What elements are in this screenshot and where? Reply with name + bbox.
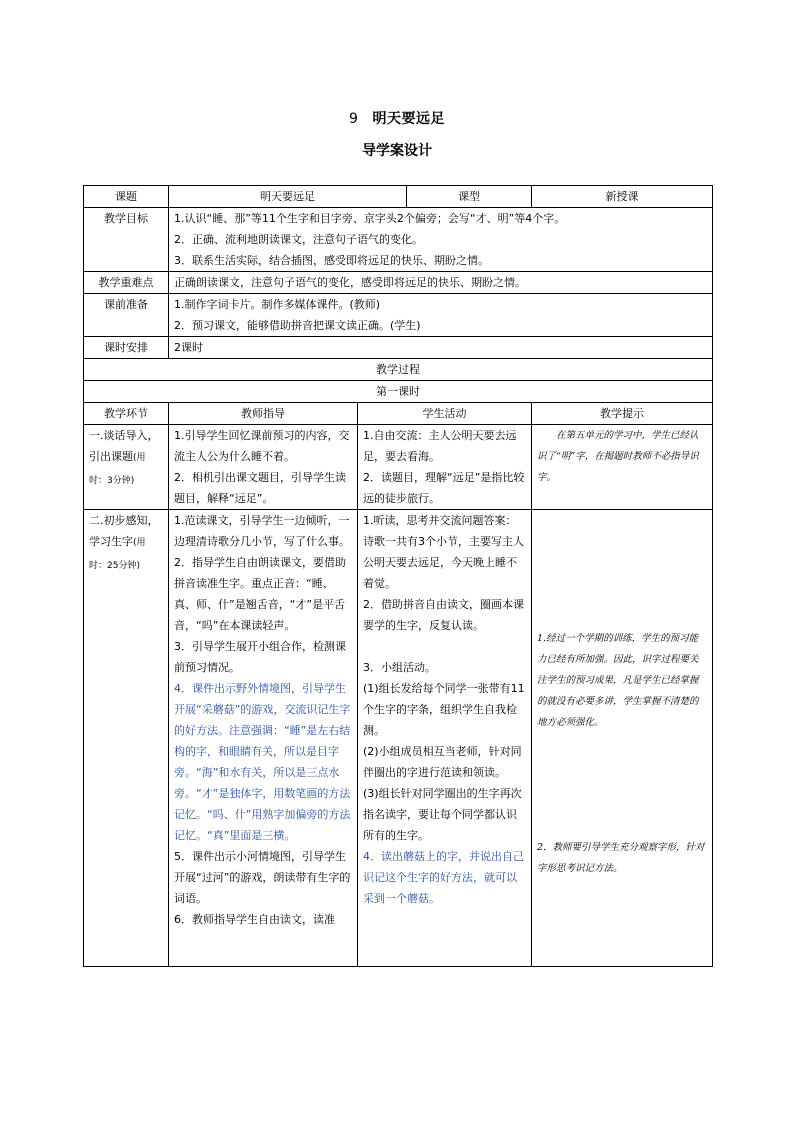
prep-item: 1.制作字词卡片。制作多媒体课件。(教师) <box>174 298 381 311</box>
stage-cell <box>84 510 169 967</box>
goals-label: 教学目标 <box>84 208 169 272</box>
row-time <box>84 337 713 359</box>
tip-item: 2．教师要引导学生充分观察字形，针对字形思考识记方法。 <box>537 842 705 874</box>
row-prep <box>84 294 713 337</box>
tips-cell <box>532 425 713 510</box>
student-step: 2．借助拼音自由读文，圈画本课要学的生字，反复认读。 <box>363 598 524 632</box>
goal-item: 3．联系生活实际，结合插图，感受即将远足的快乐、期盼之情。 <box>174 254 489 267</box>
row-keypoints <box>84 272 713 294</box>
teacher-step: 2．指导学生自由朗读课文，要借助拼音读准生字。重点正音：“睡、真、师、什”是翘舌音，“才”是平舌音，“吗”在本课读轻声。 <box>174 556 346 632</box>
stage-name: 二.初步感知，学习生字 <box>89 514 159 548</box>
teacher-step: 4．课件出示野外情境图，引导学生开展“采蘑菇”的游戏，交流识记生字的好方法。注意强调：“睡”是左右结构的字，和眼睛有关，所以是目字旁。“海”和水有关，所以是三点水旁。“才”是独体字，用数笔画的方法记忆。“吗、什”用熟字加偏旁的方法记忆。“真”里面是三横。 <box>174 682 351 842</box>
column-header: 学生活动 <box>358 403 532 425</box>
stage-duration: (用时：25分钟) <box>89 538 146 571</box>
period-title: 第一课时 <box>84 381 713 403</box>
column-header: 教学提示 <box>532 403 713 425</box>
column-header: 教师指导 <box>169 403 358 425</box>
table-row <box>84 510 713 967</box>
student-step: 1.自由交流：主人公明天要去远足，要去看海。 <box>363 429 517 463</box>
type-value: 新授课 <box>532 186 713 208</box>
student-step: 4．读出蘑菇上的字，并说出自己识记这个生字的好方法，就可以采到一个蘑菇。 <box>363 850 524 905</box>
student-step: 2．读题目，理解“远足”是指比较远的徒步旅行。 <box>363 471 525 505</box>
teacher-step: 3．引导学生展开小组合作，检测课前预习情况。 <box>174 640 346 674</box>
lesson-name: 明天要远足 <box>372 111 445 127</box>
page-subtitle: 导学案设计 <box>362 143 432 159</box>
teacher-cell <box>169 425 358 510</box>
teacher-step: 1.引导学生回忆课前预习的内容，交流主人公为什么睡不着。 <box>174 429 350 463</box>
lesson-title <box>0 108 794 128</box>
teacher-step: 5．课件出示小河情境图，引导学生开展“过河”的游戏，朗读带有生字的词语。 <box>174 850 351 905</box>
type-label: 课型 <box>407 186 532 208</box>
row-column-headers <box>84 403 713 425</box>
goal-item: 1.认识“睡、那”等11个生字和目字旁、京字头2个偏旁；会写“才、明”等4个字。 <box>174 212 566 225</box>
prep-content <box>169 294 713 337</box>
lesson-plan-table <box>83 185 713 967</box>
keypoints-content: 正确朗读课文，注意句子语气的变化，感受即将远足的快乐、期盼之情。 <box>169 272 713 294</box>
column-header: 教学环节 <box>84 403 169 425</box>
student-step: (1)组长发给每个同学一张带有11个生字的字条，组织学生自我检测。 <box>363 682 525 737</box>
time-label: 课时安排 <box>84 337 169 359</box>
stage-name: 一.谈话导入，引出课题 <box>89 429 159 463</box>
student-cell <box>358 510 532 967</box>
keypoints-label: 教学重难点 <box>84 272 169 294</box>
teacher-step: 6．教师指导学生自由读文，读准 <box>174 913 335 926</box>
teacher-step: 1.范读课文，引导学生一边倾听，一边理清诗歌分几小节，写了什么事。 <box>174 514 350 548</box>
student-cell <box>358 425 532 510</box>
topic-label: 课题 <box>84 186 169 208</box>
student-step: 1.听读，思考并交流问题答案：诗歌一共有3个小节，主要写主人公明天要去远足，今天晚上睡不着觉。 <box>363 514 524 590</box>
row-period-title <box>84 381 713 403</box>
row-topic <box>84 186 713 208</box>
tips-cell <box>532 510 713 967</box>
student-step: (3)组长针对同学圈出的生字再次指名读字，要让每个同学都认识所有的生字。 <box>363 787 522 842</box>
row-section-title <box>84 359 713 381</box>
prep-label: 课前准备 <box>84 294 169 337</box>
table-row <box>84 425 713 510</box>
goals-content <box>169 208 713 272</box>
goal-item: 2．正确、流利地朗读课文，注意句子语气的变化。 <box>174 233 423 246</box>
topic-value: 明天要远足 <box>169 186 407 208</box>
teacher-step: 2．相机引出课文题目，引导学生读题目，解释“远足”。 <box>174 471 346 505</box>
prep-item: 2．预习课文，能够借助拼音把课文读正确。(学生) <box>174 319 421 332</box>
row-goals <box>84 208 713 272</box>
student-step: 3．小组活动。 <box>363 661 436 674</box>
process-section-title: 教学过程 <box>84 359 713 381</box>
tip-item: 1.经过一个学期的训练，学生的预习能力已经有所加强。因此，识字过程要关注学生的预习成果，凡是学生已经掌握的就没有必要多讲，学生掌握不清楚的地方必须强化。 <box>537 633 699 728</box>
teacher-cell <box>169 510 358 967</box>
stage-cell <box>84 425 169 510</box>
tip-item: 在第五单元的学习中，学生已经认识了“明”字，在揭题时教师不必指导识字。 <box>537 430 699 483</box>
lesson-number: 9 <box>349 111 359 127</box>
student-step: (2)小组成员相互当老师，针对同伴圈出的字进行范读和领读。 <box>363 745 522 779</box>
time-value: 2课时 <box>169 337 713 359</box>
stage-duration: (用时：3分钟) <box>89 453 146 486</box>
